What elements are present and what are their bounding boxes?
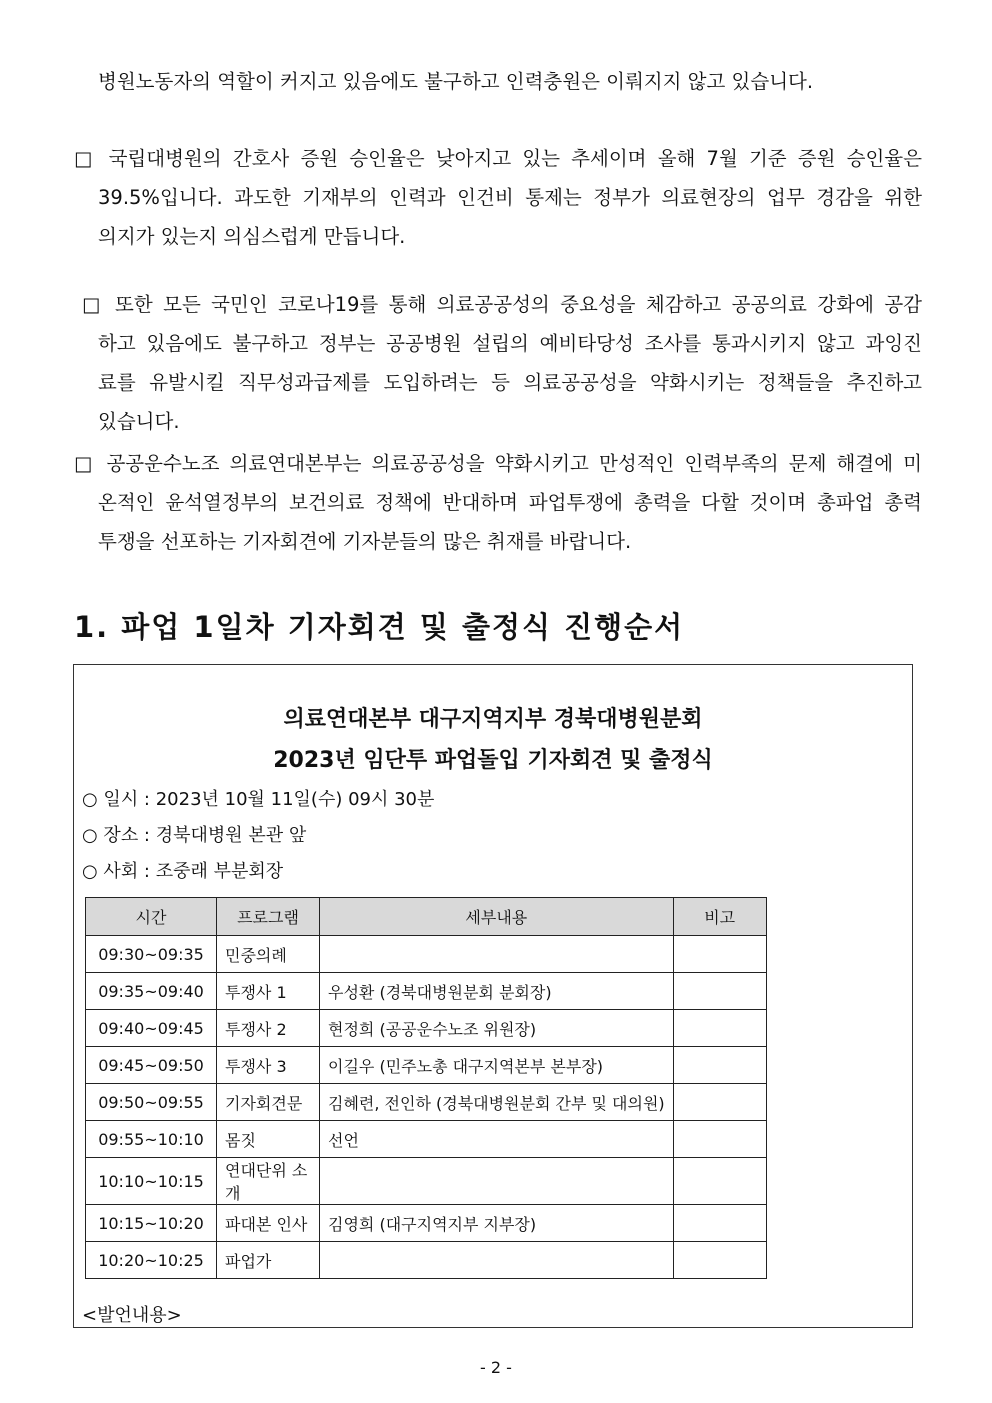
event-date: ○ 일시 : 2023년 10월 11일(수) 09시 30분 [82, 789, 435, 810]
text-line: 병원노동자의 역할이 커지고 있음에도 불구하고 인력충원은 이뤄지지 않고 있습니다. [98, 70, 814, 93]
paragraph-strike-announcement [74, 444, 922, 561]
cell-program: 기자회견문 [217, 1084, 320, 1121]
cell-time: 09:40~09:45 [86, 1010, 217, 1047]
event-host: ○ 사회 : 조중래 부분회장 [82, 861, 284, 882]
cell-time: 09:35~09:40 [86, 973, 217, 1010]
cell-details [320, 1158, 674, 1205]
cell-details: 선언 [320, 1121, 674, 1158]
page-number: - 2 - [480, 1358, 512, 1377]
text-line: 의지가 있는지 의심스럽게 만듭니다. [98, 225, 406, 248]
cell-remarks [673, 1205, 766, 1242]
text-line: □ 또한 모든 국민인 코로나19를 통해 의료공공성의 중요성을 체감하고 공공의료 강화에 공감 [82, 293, 922, 316]
header-details: 세부내용 [320, 898, 674, 936]
cell-program: 파업가 [217, 1242, 320, 1279]
cell-program: 몸짓 [217, 1121, 320, 1158]
cell-details: 김영희 (대구지역지부 지부장) [320, 1205, 674, 1242]
table-row [86, 1047, 767, 1084]
header-remarks: 비고 [673, 898, 766, 936]
table-row [86, 1242, 767, 1279]
table-row [86, 1121, 767, 1158]
event-title-block [74, 699, 912, 781]
event-place: ○ 장소 : 경북대병원 본관 앞 [82, 825, 307, 846]
table-row [86, 973, 767, 1010]
cell-time: 09:55~10:10 [86, 1121, 217, 1158]
cell-time: 10:10~10:15 [86, 1158, 217, 1205]
text-line: 39.5%입니다. 과도한 기재부의 인력과 인건비 통제는 정부가 의료현장의 업무 경감을 위한 [98, 186, 922, 209]
cell-remarks [673, 936, 766, 973]
cell-time: 09:50~09:55 [86, 1084, 217, 1121]
schedule-table [85, 897, 767, 1279]
text-line: 있습니다. [98, 410, 180, 433]
cell-time: 10:20~10:25 [86, 1242, 217, 1279]
text-line: 온적인 윤석열정부의 보건의료 정책에 반대하며 파업투쟁에 총력을 다할 것이며 총파업 총력 [98, 491, 922, 514]
paragraph-public-healthcare [74, 285, 922, 441]
cell-details: 우성환 (경북대병원분회 분회장) [320, 973, 674, 1010]
text-line: □ 공공운수노조 의료연대본부는 의료공공성을 약화시키고 만성적인 인력부족의 문제 해결에 미 [74, 452, 922, 475]
cell-program: 투쟁사 2 [217, 1010, 320, 1047]
table-row [86, 1084, 767, 1121]
text-line: 투쟁을 선포하는 기자회견에 기자분들의 많은 취재를 바랍니다. [98, 530, 632, 553]
cell-program: 투쟁사 3 [217, 1047, 320, 1084]
paragraph-continuation [74, 62, 922, 101]
cell-program: 투쟁사 1 [217, 973, 320, 1010]
speech-note: <발언내용> [82, 1305, 182, 1326]
cell-remarks [673, 1084, 766, 1121]
text-line: □ 국립대병원의 간호사 증원 승인율은 낮아지고 있는 추세이며 올해 7월 기준 증원 승인율은 [74, 147, 922, 170]
cell-program: 파대본 인사 [217, 1205, 320, 1242]
cell-time: 09:45~09:50 [86, 1047, 217, 1084]
header-time: 시간 [86, 898, 217, 936]
text-line: 료를 유발시킬 직무성과급제를 도입하려는 등 의료공공성을 약화시키는 정책들을 추진하고 [98, 371, 922, 394]
cell-time: 09:30~09:35 [86, 936, 217, 973]
cell-remarks [673, 973, 766, 1010]
cell-remarks [673, 1047, 766, 1084]
cell-details: 이길우 (민주노총 대구지역본부 본부장) [320, 1047, 674, 1084]
header-program: 프로그램 [217, 898, 320, 936]
cell-details: 현정희 (공공운수노조 위원장) [320, 1010, 674, 1047]
table-row [86, 1205, 767, 1242]
cell-details [320, 1242, 674, 1279]
cell-remarks [673, 1242, 766, 1279]
section-heading: 1. 파업 1일차 기자회견 및 출정식 진행순서 [74, 610, 685, 644]
cell-time: 10:15~10:20 [86, 1205, 217, 1242]
event-title-line1: 의료연대본부 대구지역지부 경북대병원분회 [283, 707, 703, 732]
table-row [86, 1010, 767, 1047]
cell-details: 김혜련, 전인하 (경북대병원분회 간부 및 대의원) [320, 1084, 674, 1121]
text-line: 하고 있음에도 불구하고 정부는 공공병원 설립의 예비타당성 조사를 통과시키지 않고 과잉진 [98, 332, 922, 355]
table-header-row [86, 898, 767, 936]
table-row [86, 1158, 767, 1205]
cell-remarks [673, 1010, 766, 1047]
event-title-line2: 2023년 임단투 파업돌입 기자회견 및 출정식 [273, 748, 713, 773]
event-box [73, 664, 913, 1328]
cell-details [320, 936, 674, 973]
paragraph-approval-rate [74, 139, 922, 256]
cell-program: 민중의례 [217, 936, 320, 973]
table-row [86, 936, 767, 973]
cell-remarks [673, 1158, 766, 1205]
cell-remarks [673, 1121, 766, 1158]
cell-program: 연대단위 소개 [217, 1158, 320, 1205]
